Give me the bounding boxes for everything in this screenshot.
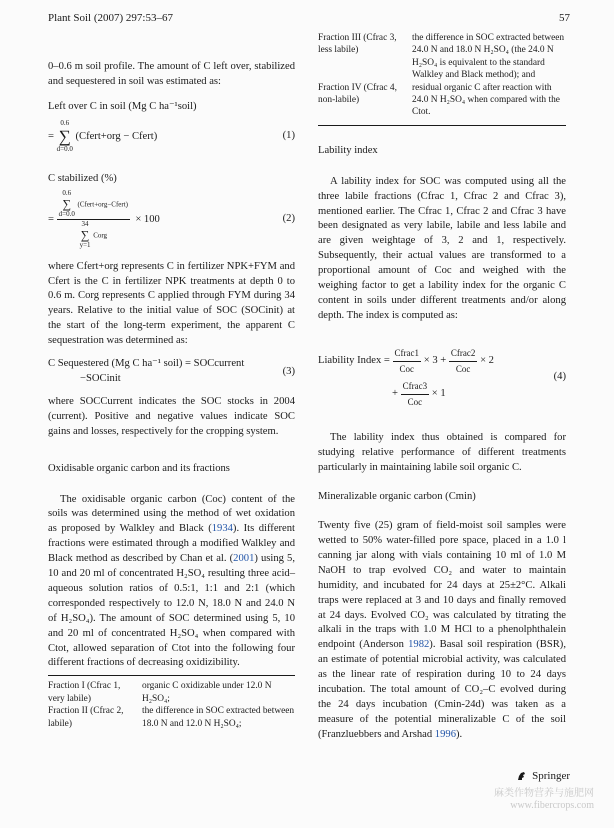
springer-logo: Springer xyxy=(516,770,570,782)
right-column xyxy=(318,22,566,743)
table-row: Fraction II (Cfrac 2, labile) the difference in SOC extracted between 18.0 N and 12.0 N H₂SO₄; xyxy=(48,706,295,729)
equation-4: Liability Index = $\frac{\text{Cfrac1}}{\text{Coc}}$ × 3 + $\frac{\text{Cfrac2}}{\text{Coc}}$ × 2 + $\frac{\text{Cfrac3}}{\text{Coc}}$ × 1 (4) xyxy=(318,347,566,407)
page-number: 57 xyxy=(559,12,570,24)
where-paragraph-1: where Cfert+org represents C in fertilizer NPK+FYM and Cfert is the C in fertilizer NPK treatments at depth 0 to 0.6 m. Corg represents C applied through FYM during 34 years. Relative to the initial value of SOC (SOCinit) at the start of the long-term experiment, the apparent C sequestration was determined as: xyxy=(48,260,295,347)
fraction-table-right xyxy=(318,32,566,119)
equation-2: C stabilized (%) = 0.6 ∑ d=0.0 (Cfert+org−Cfert) 34 ∑ y=1 Corg × 100 (2) xyxy=(48,172,295,249)
mineralizable-paragraph: Twenty five (25) gram of field-moist soil samples were wetted to 50% water-filled pore space, placed in a 1.0 l canning jar along with vials containing 10 ml of 1.0 M NaOH to trap evolved CO₂ and water to maintain humidity, and incubated for 24 days at 25±2°C. Alkali traps were replaced at 3 and 10 days and finally removed at 24 days. Evolved CO₂ was calculated by titrating the alkali in the traps with 1.0 M HCl to a phenolphthalein endpoint (Anderson 1982). Basal soil respiration (BSR), an estimate of potential microbial activity, was calculated as the linear rate of respiration during 10 to 24 days incubation. The total amount of CO₂–C evolved during the 24 days incubation (Cmin-24d) was taken as a measure of the potential mineralizable C of the soil (Franzluebbers and Arshad 1996). xyxy=(318,520,566,740)
table-row: Fraction I (Cfrac 1, very labile) organic C oxidizable under 12.0 N H₂SO₄; xyxy=(48,681,272,704)
equation-1: Left over C in soil (Mg C ha⁻¹soil) = 0.6 ∑ d=0.0 (Cfert+org − Cfert) (1) xyxy=(48,100,295,153)
section-title-lability: Lability index xyxy=(318,144,378,156)
equation-3: C Sequestered (Mg C ha⁻¹ soil) = SOCcurrent −SOCinit (3) xyxy=(48,358,295,384)
section-title-mineralizable: Mineralizable organic carbon (Cmin) xyxy=(318,491,476,503)
section-title-oxidisable: Oxidisable organic carbon and its fractions xyxy=(48,462,230,474)
citation-2001[interactable]: 2001 xyxy=(233,553,255,565)
citation-1982[interactable]: 1982 xyxy=(408,639,430,651)
lability-paragraph: A lability index for SOC was computed using all the three labile fractions (Cfrac 1, Cfrac 2 and Cfrac 3), mentioned earlier. The Cfrac 1, Cfrac 2 and Cfrac 3 have been designated as very labile, labile and less labile and are given weightage of 3, 2 and 1, respectively. Subsequently, their actual values are transformed to a proportional amount of Coc and weighed with the weighing factor to get a lability index for the organic C content in soils under different treatments and/or along depth. The index is computed as: xyxy=(318,175,566,321)
citation-1996[interactable]: 1996 xyxy=(434,728,456,740)
citation-1934[interactable]: 1934 xyxy=(211,523,233,535)
journal-header: Plant Soil (2007) 297:53–67 xyxy=(48,12,173,24)
fraction-table-left xyxy=(48,675,295,730)
table-row: Fraction III (Cfrac 3, less labile) the difference in SOC extracted between 24.0 N and 18.0 N H₂SO₄ (the 24.0 N H₂SO₄ is equivalent to the standard Walkley and Black method); and xyxy=(318,33,565,81)
oxidisable-paragraph: The oxidisable organic carbon (Coc) content of the soils was determined using the method of wet oxidation as proposed by Walkley and Black (1934). Its different fractions were estimated through a modified Walkley and Black method as described by Chan et al. (2001) using 5, 10 and 20 ml of concentrated H₂SO₄ resulting three acid–aqueous solution ratios of 0.5:1, 1:1 and 2:1 (which corresponded respectively to 12.0 N, 18.0 N and 24.0 N of H₂SO₄). The amount of SOC determined using 5, 10 and 20 ml of concentrated H₂SO₄ when compared with Ctot, allowed separation of Ctot into the following four different fractions of decreasing oxidizibility. xyxy=(48,493,295,669)
lability-paragraph-2: The lability index thus obtained is compared for studying relative performance of different treatments particularly in maintaining labile soil organic C. xyxy=(318,432,566,474)
where-paragraph-2: where SOCCurrent indicates the SOC stocks in 2004 (current). Positive and negative values indicate SOC gains and losses, respectively for the cropping system. xyxy=(48,395,295,437)
table-row: Fraction IV (Cfrac 4, non-labile) residual organic C after reaction with 24.0 N H₂SO₄ when compared with the Ctot. xyxy=(318,82,560,118)
left-column xyxy=(48,60,295,730)
springer-horse-icon xyxy=(516,770,528,782)
intro-paragraph: 0–0.6 m soil profile. The amount of C left over, stabilized and sequestered in soil was estimated as: xyxy=(48,61,295,87)
eq1-expression: (Cfert+org − Cfert) xyxy=(75,130,158,142)
table-bottom-rule xyxy=(318,125,566,126)
watermark: 麻类作物营养与施肥网 www.fibercrops.com xyxy=(494,788,594,811)
eq1-number: (1) xyxy=(282,129,295,141)
